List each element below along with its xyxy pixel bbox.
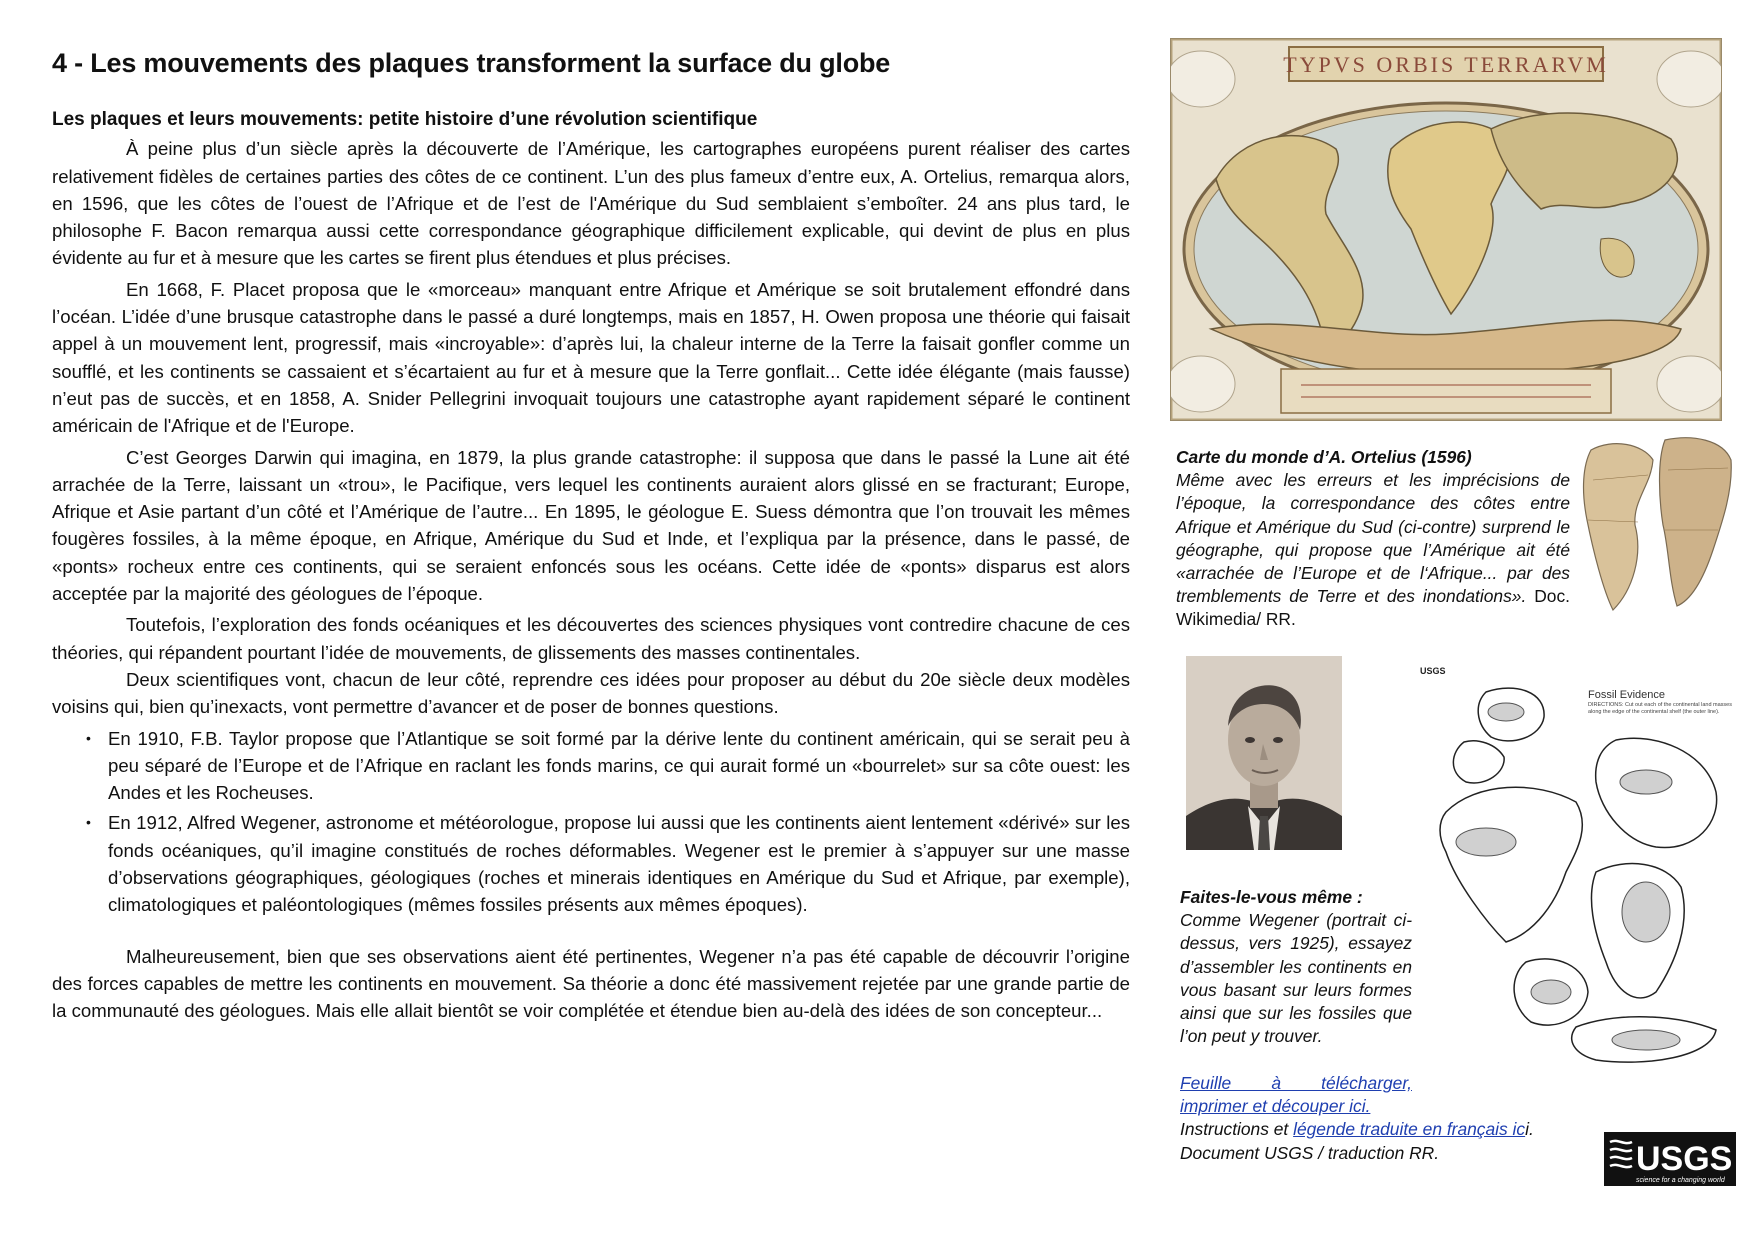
diy-title: Faites-le-vous même : — [1180, 887, 1363, 907]
bullet-taylor — [86, 725, 1130, 807]
paragraph-two-scientists: Deux scientifiques vont, chacun de leur côté, reprendre ces idées pour proposer au début du 20e siècle deux modèles voisins qui, bien qu’inexacts, vont permettre d’avancer et de poser de bonnes questions. — [52, 668, 1130, 718]
bullet-wegener — [86, 809, 1130, 918]
map-caption-body: Même avec les erreurs et les imprécisions de l’époque, la correspondance des côtes entre Afrique et Amérique du Sud (ci-contre) surprend le géographe, qui propose que l’Amérique ait été «arrachée de l’Europe et de l‘Afrique... par des tremblements de Terre et des inondations». — [1176, 470, 1570, 607]
diy-links — [1180, 1072, 1600, 1165]
bullet-text: En 1912, Alfred Wegener, astronome et météorologue, propose lui aussi que les continents aient lentement «dérivé» sur les fonds océaniques, qu’il imagine constitués de roches déformables. Wegener est le premier à s’appuyer sur une masse d’observations géographiques, géologiques (roches et minerais identiques en Amérique du Sud et Afrique, par exemple), climatologiques et paléontologiques (mêmes fossiles présents aux mêmes époques). — [108, 812, 1130, 916]
map-caption — [1176, 446, 1570, 632]
usgs-logo — [1604, 1132, 1736, 1186]
paragraph-exploration: Toutefois, l’exploration des fonds océaniques et les découvertes des sciences physiques vont contredire chacune de ces théories, qui répandent pourtant l’idée de mouvements, de glissements des masses continentales. — [52, 614, 1130, 663]
bullet-list — [52, 725, 1130, 919]
usgs-fossil-sheet — [1416, 662, 1736, 1082]
paragraph-placet-owen: En 1668, F. Placet proposa que le «morceau» manquant entre Afrique et Amérique se soit brutalement effondré dans l’océan. L’idée d’une brusque catastrophe dans le passé a duré longtemps, mais en 1857, H. Owen proposa une théorie qui faisait appel à un mouvement lent, progressif, mais «incroyable»: d’après lui, la chaleur interne de la Terre la faisait gonfler comme un soufflé, et les continents se cassaient et s’écartaient au fur et à mesure que la Terre gonflait... Cette idée élégante (mais fausse) n’eut pas de succès, et en 1858, A. Snider Pellegrini invoquait toujours une catastrophe ayant rapidement séparé le continent américain de l'Afrique et de l'Europe. — [52, 278, 1130, 437]
usgs-logo-tagline: science for a changing world — [1636, 1177, 1725, 1184]
instructions-prefix: Instructions et — [1180, 1119, 1294, 1140]
usgs-logo-text: USGS — [1636, 1140, 1733, 1178]
page-title: 4 - Les mouvements des plaques transforment la surface du globe — [52, 48, 891, 78]
paragraph-darwin-suess: C’est Georges Darwin qui imagina, en 1879, la plus grande catastrophe: il supposa que dans le passé la Lune ait été arrachée de la Terre, laissant un «trou», le Pacifique, vers lequel les continents auraient alors glissé en se fracturant; Europe, Afrique et Asie partant d’un côté et l’Amérique de l’autre... En 1895, le géologue E. Suess démontra que l’on trouvait les mêmes fougères fossiles, à la même époque, en Afrique, Amérique du Sud et Inde, et l’expliqua par la présence, dans le passé, de «ponts» rocheux entre ces continents, qui se seraient enfoncés sous les océans. Cette idée de «ponts» disparus est alors acceptée par la majorité des géologues de l’époque. — [52, 446, 1130, 605]
main-article — [52, 106, 1130, 1029]
article-subtitle: Les plaques et leurs mouvements: petite histoire d’une révolution scientifique — [52, 109, 758, 130]
map-caption-credit: Doc. Wikimedia/ RR. — [1176, 586, 1570, 630]
bullet-marker: • — [86, 814, 91, 831]
bullet-text: En 1910, F.B. Taylor propose que l’Atlantique se soit formé par la dérive lente du continent américain, qui se serait peu à peu séparé de l’Europe et de l’Afrique en raclant les fonds marins, ce qui aurait formé un «bourrelet» sur sa côte ouest: les Andes et les Rocheuses. — [108, 727, 1130, 804]
paragraph-conclusion: Malheureusement, bien que ses observations aient été pertinentes, Wegener n’a pas été capable de découvrir l’origine des forces capables de mettre les continents en mouvement. Sa théorie a donc été massivement rejetée par une grande partie de la communauté des géologues. Mais elle allait bientôt se voir complétée et étendue bien au-delà des idées de son concepteur... — [52, 945, 1130, 1022]
ortelius-world-map — [1170, 38, 1722, 421]
usgs-sheet-header: USGS — [1420, 666, 1446, 676]
map-banner: TYPVS ORBIS TERRARVM — [1283, 52, 1609, 77]
continents-fit-detail — [1573, 430, 1735, 616]
diy-credit: Document USGS / traduction RR. — [1180, 1142, 1440, 1163]
diy-body: Comme Wegener (portrait ci-dessus, vers 1925), essayez d’assembler les continents en vous basant sur leurs formes ainsi que sur les fossiles que l’on peut y trouver. — [1180, 910, 1412, 1047]
translated-legend-link[interactable]: légende traduite en français ic — [1293, 1119, 1526, 1140]
usgs-sheet-directions: DIRECTIONS: Cut out each of the continental land masses along the edge of the continental shelf (the outer line). — [1588, 702, 1732, 715]
bullet-marker: • — [86, 729, 91, 746]
diy-caption — [1180, 886, 1412, 1048]
wegener-portrait — [1186, 656, 1342, 850]
download-sheet-link[interactable]: Feuille à télécharger, imprimer et découper ici. — [1180, 1073, 1412, 1117]
usgs-sheet-title: Fossil Evidence — [1588, 689, 1666, 701]
map-caption-title: Carte du monde d’A. Ortelius (1596) — [1176, 447, 1472, 467]
instructions-suffix: i. — [1525, 1119, 1534, 1140]
paragraph-ortelius: À peine plus d’un siècle après la découverte de l’Amérique, les cartographes européens purent réaliser des cartes relativement fidèles de certaines parties des côtes de ce continent. L’un des plus fameux d’entre eux, A. Ortelius, remarqua alors, en 1596, que les côtes de l’ouest de l’Afrique et de l’est de l'Amérique du Sud semblaient s’emboîter. 24 ans plus tard, le philosophe F. Bacon remarqua aussi cette correspondance géographique difficilement explicable, qui devint de plus en plus évidente au fur et à mesure que les cartes se firent plus étendues et plus précises. — [52, 138, 1130, 269]
